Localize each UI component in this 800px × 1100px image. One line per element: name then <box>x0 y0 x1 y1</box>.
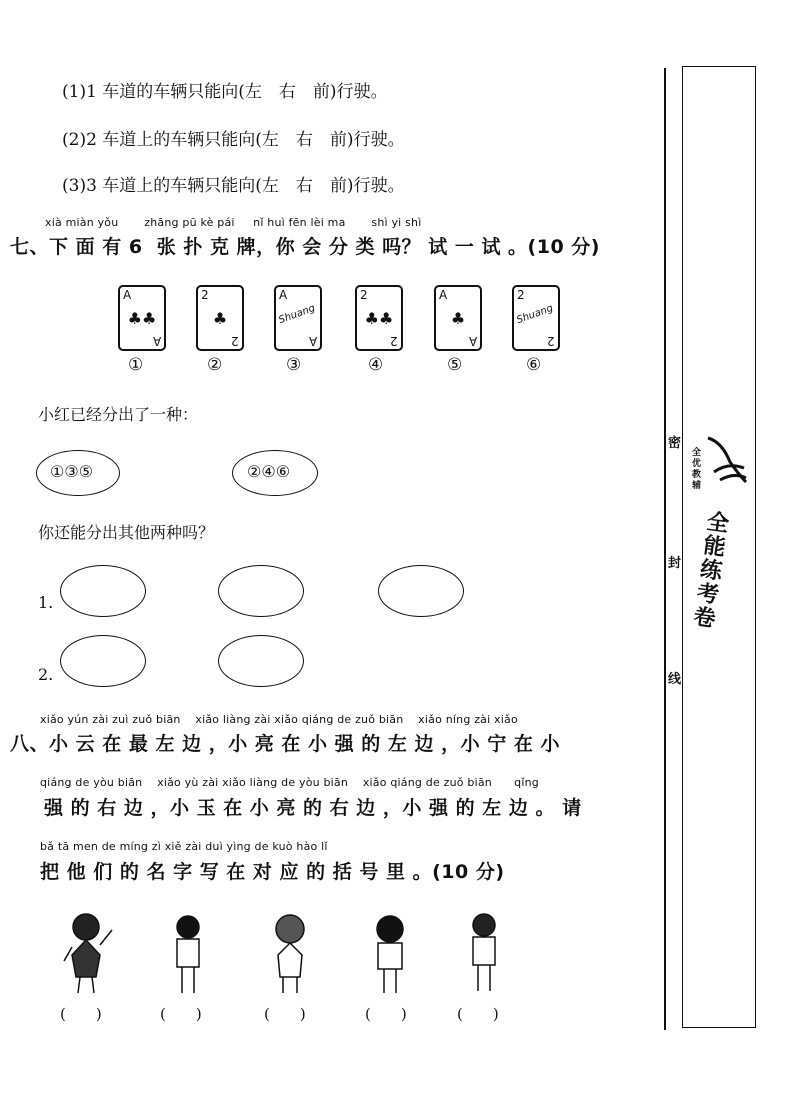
ask-text: 你还能分出其他两种吗？ <box>38 523 215 542</box>
answer-oval-3[interactable] <box>378 565 464 617</box>
boy-figure-2 <box>377 916 403 993</box>
club-icon: ♣♣ <box>127 309 157 328</box>
boy-figure-3 <box>473 914 495 991</box>
q8-line-2: 强 的 右 边 ，小 玉 在 小 亮 的 右 边 ，小 强 的 左 边 。 请 <box>44 797 582 819</box>
q8-pinyin-2: qiáng de yòu biān xiǎo yù zài xiǎo liàng de yòu biān xiǎo qiáng de zuǒ biān qǐng <box>40 776 539 789</box>
playing-card-4 <box>355 285 403 351</box>
card-number-4: ④ <box>368 355 384 375</box>
card-rank: A <box>123 288 132 302</box>
group-2-text: ②④⑥ <box>247 462 291 481</box>
q8-pinyin-1: xiǎo yún zài zuì zuǒ biān xiǎo liàng zài xiǎo qiáng de zuǒ biān xiǎo níng zài xiǎo <box>40 713 518 726</box>
card-shuang-label: Shuang <box>277 302 317 327</box>
club-icon: ♣ <box>212 309 228 328</box>
seal-char-mi: 密 <box>668 436 682 451</box>
club-icon: ♣ <box>450 309 466 328</box>
answer-blank-5[interactable]: ( ) <box>457 1005 499 1023</box>
q6-item-2: (2)2 车道上的车辆只能向(左 右 前)行驶。 <box>62 130 405 150</box>
card-number-6: ⑥ <box>526 355 542 375</box>
playing-card-6 <box>512 285 560 351</box>
boy-figure-1 <box>177 916 199 993</box>
playing-card-3 <box>274 285 322 351</box>
playing-card-1 <box>118 285 166 351</box>
card-rank: A <box>308 334 317 348</box>
brand-title: 全能练考卷 <box>691 509 731 633</box>
card-shuang-label: Shuang <box>515 302 555 327</box>
answer-oval-4[interactable] <box>60 635 146 687</box>
card-number-3: ③ <box>286 355 302 375</box>
card-rank: 2 <box>201 288 209 302</box>
q8-line-3: 把 他 们 的 名 字 写 在 对 应 的 括 号 里 。(10 分) <box>40 861 505 883</box>
q6-item-1: (1)1 车道的车辆只能向(左 右 前)行驶。 <box>62 82 388 102</box>
answer-blank-1[interactable]: ( ) <box>60 1005 102 1023</box>
card-rank: A <box>468 334 477 348</box>
card-rank: 2 <box>547 334 555 348</box>
answer-oval-1[interactable] <box>60 565 146 617</box>
seal-char-xian: 线 <box>668 672 682 687</box>
answer-blank-4[interactable]: ( ) <box>365 1005 407 1023</box>
card-rank: A <box>439 288 448 302</box>
q7-pinyin: xià miàn yǒu zhāng pū kè pái nǐ huì fēn lèi ma shì yi shì <box>45 216 422 229</box>
q8-pinyin-3: bǎ tā men de míng zì xiě zài duì yìng de kuò hào lǐ <box>40 840 328 853</box>
seal-char-feng: 封 <box>668 556 682 571</box>
playing-card-2 <box>196 285 244 351</box>
q6-item-3: (3)3 车道上的车辆只能向(左 右 前)行驶。 <box>62 176 405 196</box>
card-rank: 2 <box>231 334 239 348</box>
card-number-2: ② <box>207 355 223 375</box>
answer-oval-5[interactable] <box>218 635 304 687</box>
card-rank: A <box>279 288 288 302</box>
answer-oval-2[interactable] <box>218 565 304 617</box>
q8-line-1: 八、小 云 在 最 左 边 ，小 亮 在 小 强 的 左 边 ，小 宁 在 小 <box>10 733 560 755</box>
row-1-label: 1. <box>38 593 54 612</box>
classified-label: 小红已经分出了一种： <box>38 405 199 424</box>
row-2-label: 2. <box>38 665 54 684</box>
q7-title: 七、下 面 有 6 张 扑 克 牌，你 会 分 类 吗？ 试 一 试 。(10 分) <box>10 236 600 258</box>
girl-figure-1 <box>64 914 112 993</box>
answer-blank-2[interactable]: ( ) <box>160 1005 202 1023</box>
card-rank: 2 <box>517 288 525 302</box>
answer-blank-3[interactable]: ( ) <box>264 1005 306 1023</box>
card-number-5: ⑤ <box>447 355 463 375</box>
card-rank: 2 <box>390 334 398 348</box>
club-icon: ♣♣ <box>364 309 394 328</box>
children-illustration <box>50 905 530 1000</box>
card-rank: A <box>152 334 161 348</box>
brand-small-text: 全优教辅 <box>692 448 702 491</box>
playing-card-5 <box>434 285 482 351</box>
seal-line <box>664 68 666 1030</box>
card-number-1: ① <box>128 355 144 375</box>
card-rank: 2 <box>360 288 368 302</box>
girl-figure-2 <box>276 915 304 993</box>
group-1-text: ①③⑤ <box>50 462 94 481</box>
